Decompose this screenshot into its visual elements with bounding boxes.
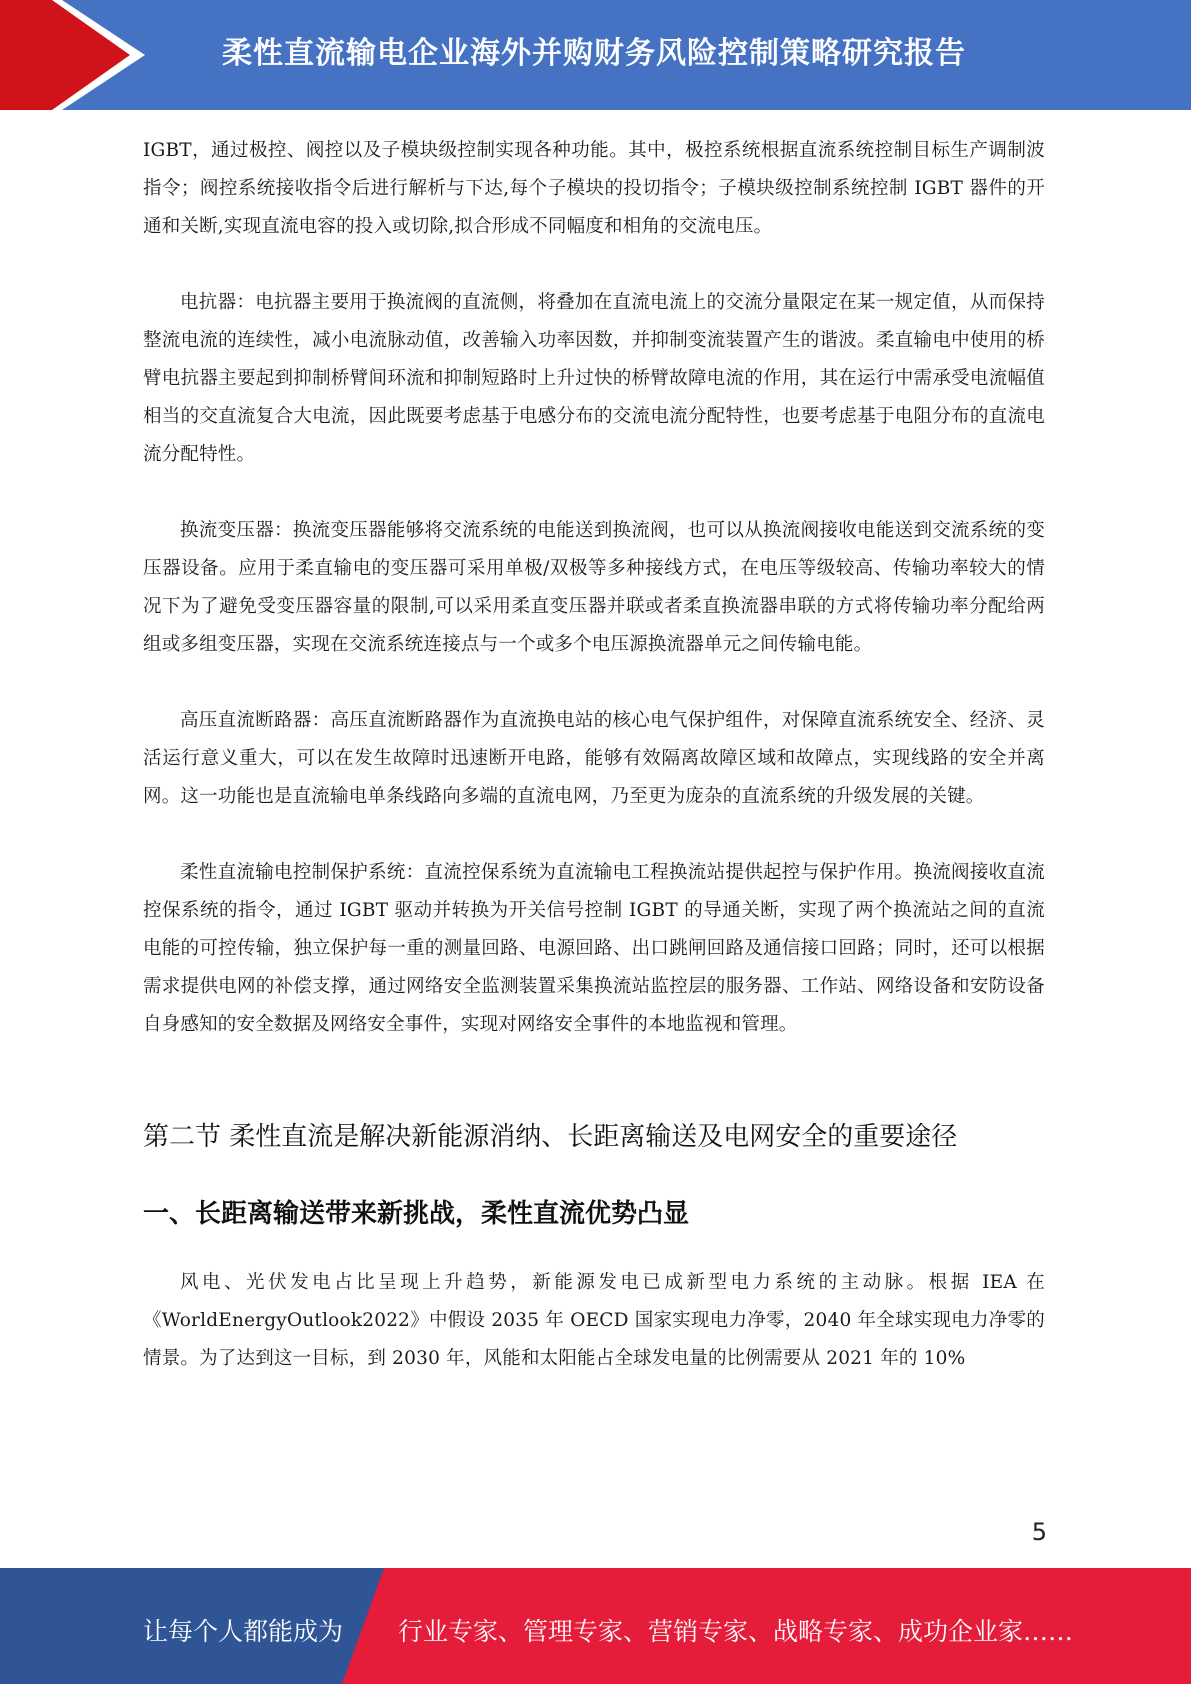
report-title: 柔性直流输电企业海外并购财务风险控制策略研究报告 — [222, 36, 966, 71]
page-number: 5 — [1031, 1518, 1047, 1546]
footer-slogan-right: 行业专家、管理专家、营销专家、战略专家、成功企业家…… — [398, 1617, 1074, 1646]
header-chevron-decoration — [0, 0, 150, 110]
body-paragraph: 柔性直流输电控制保护系统：直流控保系统为直流输电工程换流站提供起控与保护作用。换流阀接收直流控保系统的指令，通过 IGBT 驱动并转换为开关信号控制 IGBT 的导通关断，实现了两个换流站之间的直流电能的可控传输，独立保护每一重的测量回路、电源回路、出口跳闸回路及通信接口回路；同时，还可以根据需求提供电网的补偿支撑，通过网络安全监测装置采集换流站监控层的服务器、工作站、网络设备和安防设备自身感知的安全数据及网络安全事件，实现对网络安全事件的本地监视和管理。 — [143, 862, 1045, 1035]
section-heading: 第二节 柔性直流是解决新能源消纳、长距离输送及电网安全的重要途径 — [143, 1122, 958, 1152]
page-footer — [0, 1568, 1191, 1684]
body-paragraph: 风电、光伏发电占比呈现上升趋势，新能源发电已成新型电力系统的主动脉。根据 IEA 在《WorldEnergyOutlook2022》中假设 2035 年 OECD 国家实现电力净零，2040 年全球实现电力净零的情景。为了达到这一目标，到 2030 年，风能和太阳能占全球发电量的比例需要从 2021 年的 10% — [143, 1272, 1045, 1369]
page-header — [0, 0, 1191, 110]
body-paragraph: IGBT，通过极控、阀控以及子模块级控制实现各种功能。其中，极控系统根据直流系统控制目标生产调制波指令；阀控系统接收指令后进行解析与下达,每个子模块的投切指令；子模块级控制系统控制 IGBT 器件的开通和关断,实现直流电容的投入或切除,拟合形成不同幅度和相角的交流电压。 — [143, 140, 1045, 237]
page-content — [143, 132, 1045, 1378]
body-paragraph: 电抗器：电抗器主要用于换流阀的直流侧，将叠加在直流电流上的交流分量限定在某一规定值，从而保持整流电流的连续性，减小电流脉动值，改善输入功率因数，并抑制变流装置产生的谐波。柔直输电中使用的桥臂电抗器主要起到抑制桥臂间环流和抑制短路时上升过快的桥臂故障电流的作用，其在运行中需承受电流幅值相当的交直流复合大电流，因此既要考虑基于电感分布的交流电流分配特性，也要考虑基于电阻分布的直流电流分配特性。 — [143, 292, 1045, 465]
body-paragraph: 换流变压器：换流变压器能够将交流系统的电能送到换流阀，也可以从换流阀接收电能送到交流系统的变压器设备。应用于柔直输电的变压器可采用单极/双极等多种接线方式，在电压等级较高、传输功率较大的情况下为了避免受变压器容量的限制,可以采用柔直变压器并联或者柔直换流器串联的方式将传输功率分配给两组或多组变压器，实现在交流系统连接点与一个或多个电压源换流器单元之间传输电能。 — [143, 520, 1045, 655]
subsection-heading: 一、长距离输送带来新挑战，柔性直流优势凸显 — [143, 1199, 690, 1229]
body-paragraph: 高压直流断路器：高压直流断路器作为直流换电站的核心电气保护组件，对保障直流系统安全、经济、灵活运行意义重大，可以在发生故障时迅速断开电路，能够有效隔离故障区域和故障点，实现线路的安全并离网。这一功能也是直流输电单条线路向多端的直流电网，乃至更为庞杂的直流系统的升级发展的关键。 — [143, 710, 1045, 807]
footer-slogan-left: 让每个人都能成为 — [143, 1617, 344, 1646]
